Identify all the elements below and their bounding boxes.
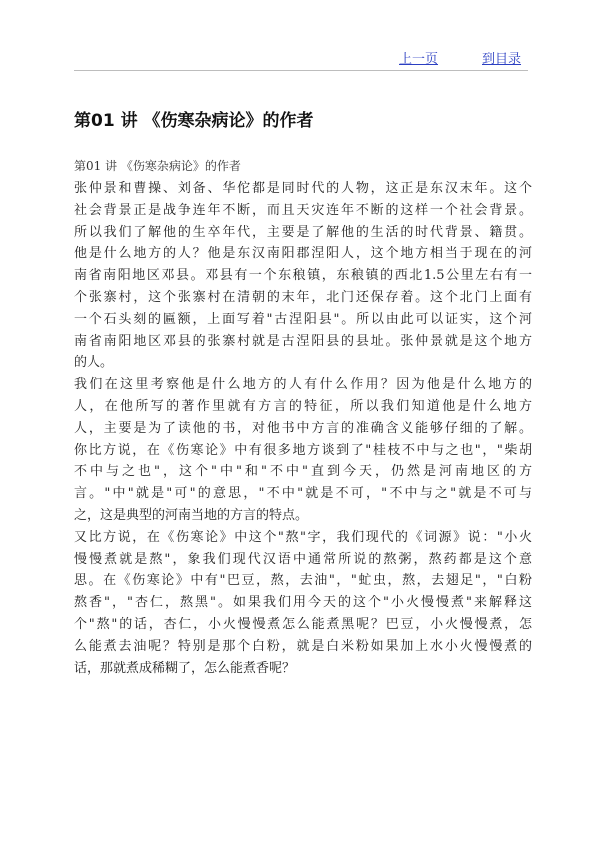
text-line: 话，那就煮成稀糊了，怎么能煮香呢？ (74, 660, 296, 676)
text-line: 个"熬"的话，杏仁，小火慢慢煮怎么能煮黑呢？巴豆，小火慢慢煮，怎 (74, 616, 532, 632)
text-line: 么能煮去油呢？特别是那个白粉，就是白米粉如果加上水小火慢慢煮的 (74, 638, 532, 654)
text-line: 我们在这里考察他是什么地方的人有什么作用？因为他是什么地方的 (74, 377, 532, 393)
section-subtitle: 第01 讲 《伤寒杂病论》的作者 (74, 159, 241, 173)
paragraph-list (74, 178, 532, 679)
paragraph (74, 374, 532, 527)
text-line: 一个石头刻的匾额，上面写着"古涅阳县"。所以由此可以证实，这个河 (74, 311, 532, 327)
text-line: 慢慢煮就是熬"，象我们现代汉语中通常所说的熬粥，熬药都是这个意 (74, 551, 532, 567)
table-of-contents-link[interactable]: 到目录 (482, 52, 522, 67)
text-line: 人，主要是为了读他的书，对他书中方言的准确含义能够仔细的了解。 (74, 420, 532, 436)
text-line: 思。在《伤寒论》中有"巴豆，熬，去油"，"虻虫，熬，去翅足"，"白粉 (74, 573, 532, 589)
text-line: 所以我们了解他的生卒年代，主要是了解他的生活的时代背景、籍贯。 (74, 224, 532, 240)
prev-page-link[interactable]: 上一页 (399, 52, 439, 67)
paragraph (74, 527, 532, 680)
text-line: 南省南阳地区邓县的张寨村就是古涅阳县的县址。张仲景就是这个地方 (74, 333, 532, 349)
paragraph (74, 178, 532, 374)
text-line: 又比方说，在《伤寒论》中这个"熬"字，我们现代的《词源》说："小火 (74, 529, 532, 545)
header-divider (74, 70, 528, 71)
text-line: 熬香"，"杏仁，熬黑"。如果我们用今天的这个"小火慢慢煮"来解释这 (74, 595, 532, 611)
text-line: 社会背景正是战争连年不断，而且天灾连年不断的这样一个社会背景。 (74, 202, 532, 218)
text-line: 他是什么地方的人？他是东汉南阳郡涅阳人，这个地方相当于现在的河 (74, 246, 532, 262)
text-line: 之，这是典型的河南当地的方言的特点。 (74, 507, 309, 523)
text-line: 的人。 (74, 355, 114, 371)
text-line: 南省南阳地区邓县。邓县有一个东稂镇，东稂镇的西北1.5公里左右有一 (74, 268, 532, 284)
text-line: 言。"中"就是"可"的意思，"不中"就是不可，"不中与之"就是不可与 (74, 486, 532, 502)
text-line: 个张寨村，这个张寨村在清朝的末年，北门还保存着。这个北门上面有 (74, 289, 532, 305)
text-line: 你比方说，在《伤寒论》中有很多地方谈到了"桂枝不中与之也"，"柴胡 (74, 442, 532, 458)
page-title: 第01 讲 《伤寒杂病论》的作者 (74, 111, 314, 131)
text-line: 张仲景和曹操、刘备、华佗都是同时代的人物，这正是东汉末年。这个 (74, 181, 532, 196)
text-line: 不中与之也"，这个"中"和"不中"直到今天，仍然是河南地区的方 (74, 464, 532, 480)
article-body (74, 157, 532, 679)
text-line: 人，在他所写的著作里就有方言的特征，所以我们知道他是什么地方 (74, 398, 532, 414)
top-navigation (0, 48, 600, 68)
